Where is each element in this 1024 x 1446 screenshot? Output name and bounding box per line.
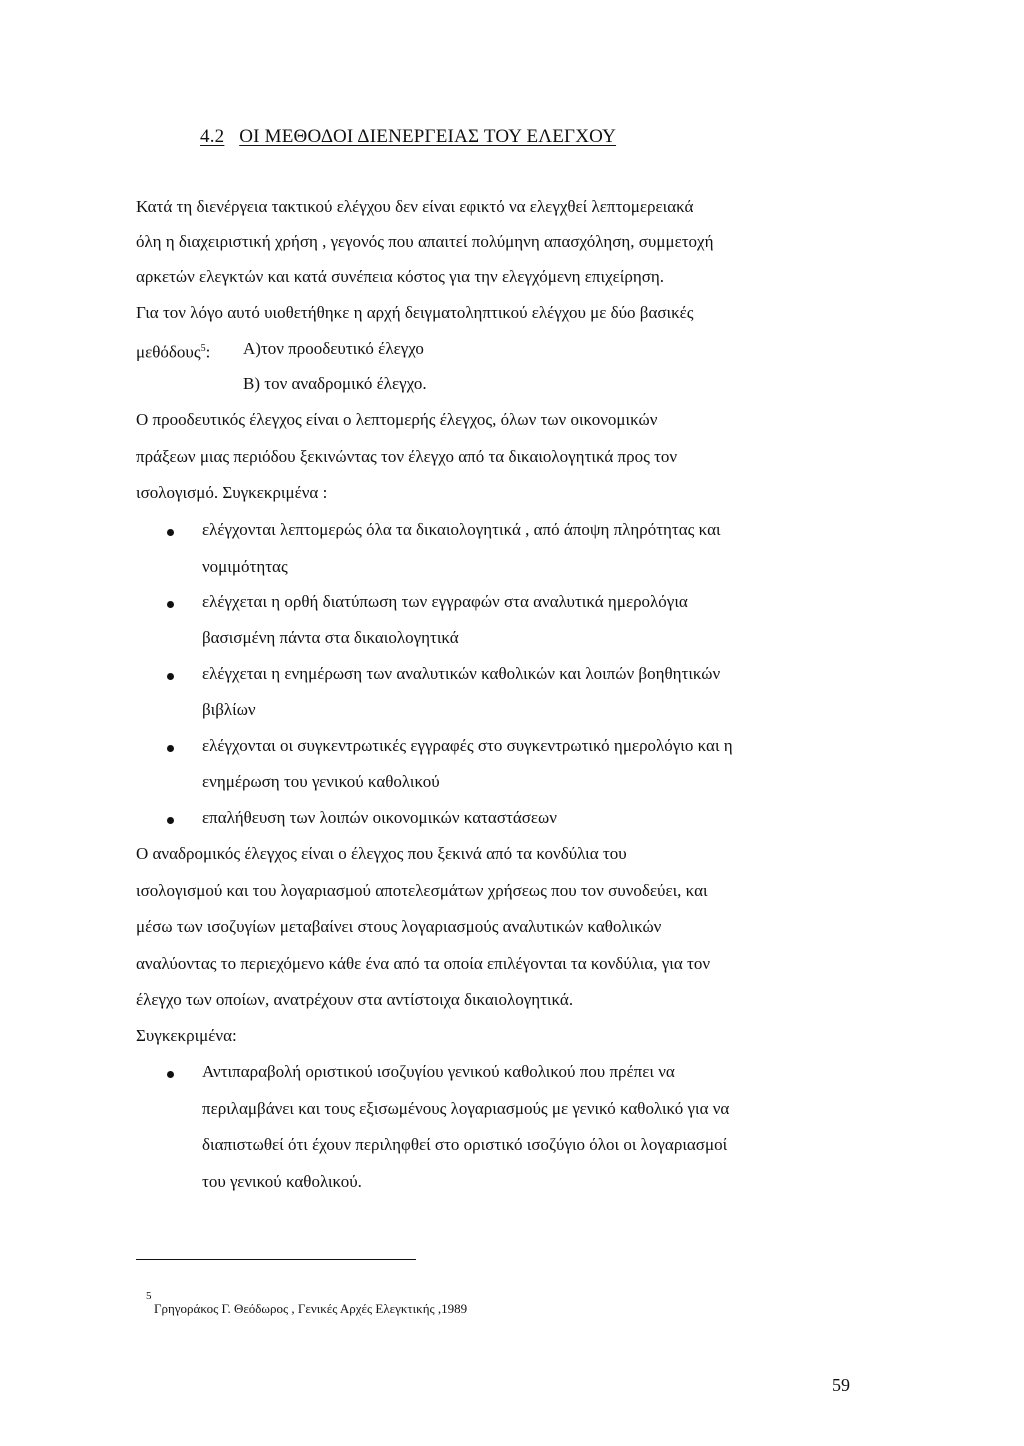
text-line: Για τον λόγο αυτό υιοθετήθηκε η αρχή δειγματοληπτικού ελέγχου με δύο βασικές [136,303,694,322]
text-line: ισολογισμό. Συγκεκριμένα : [136,483,328,502]
list-item-continuation: βασισμένη πάντα στα δικαιολογητικά [202,628,459,647]
list-item: επαλήθευση των λοιπών οικονομικών καταστάσεων [202,808,557,827]
list-item-continuation: ενημέρωση του γενικού καθολικού [202,772,440,791]
text-line: αρκετών ελεγκτών και κατά συνέπεια κόστος για την ελεγχόμενη επιχείρηση. [136,267,665,286]
list-item: ελέγχονται λεπτομερώς όλα τα δικαιολογητικά , από άποψη πληρότητας και [202,520,721,539]
list-item: Αντιπαραβολή οριστικού ισοζυγίου γενικού καθολικού που πρέπει να [202,1062,675,1081]
list-item-continuation: νομιμότητας [202,557,288,576]
section-heading [200,126,616,148]
methods-word: μεθόδους [136,342,201,362]
text-line-methods [136,338,210,364]
bullet-icon [167,745,174,752]
bullet-icon [167,529,174,536]
list-item: ελέγχεται η ορθή διατύπωση των εγγραφών στα αναλυτικά ημερολόγια [202,592,688,611]
footnote-text: Γρηγοράκος Γ. Θεόδωρος , Γενικές Αρχές Ελεγκτικής ,1989 [154,1301,468,1316]
text-line: πράξεων μιας περιόδου ξεκινώντας τον έλεγχο από τα δικαιολογητικά προς τον [136,447,678,466]
section-number: 4.2 [200,126,225,147]
list-item-continuation: διαπιστωθεί ότι έχουν περιληφθεί στο οριστικό ισοζύγιο όλοι οι λογαριασμοί [202,1135,728,1154]
section-title: ΟΙ ΜΕΘΟΔΟΙ ΔΙΕΝΕΡΓΕΙΑΣ ΤΟΥ ΕΛΕΓΧΟΥ [239,126,617,147]
text-line: μέσω των ισοζυγίων μεταβαίνει στους λογαριασμούς αναλυτικών καθολικών [136,917,662,936]
text-line: έλεγχο των οποίων, ανατρέχουν στα αντίστοιχα δικαιολογητικά. [136,990,574,1009]
list-item-continuation: του γενικού καθολικού. [202,1172,362,1191]
text-line: ισολογισμού και του λογαριασμού αποτελεσμάτων χρήσεως που τον συνοδεύει, και [136,881,708,900]
text-line: Ο προοδευτικός έλεγχος είναι ο λεπτομερής έλεγχος, όλων των οικονομικών [136,410,658,429]
footnote-separator [136,1259,416,1260]
bullet-icon [167,817,174,824]
bullet-icon [167,673,174,680]
footnote-reference: 5 [200,343,206,354]
methods-colon: : [205,342,211,362]
text-line: Συγκεκριμένα: [136,1026,237,1045]
list-item: ελέγχονται οι συγκεντρωτικές εγγραφές στο συγκεντρωτικό ημερολόγιο και η [202,736,733,755]
text-line: όλη η διαχειριστική χρήση , γεγονός που απαιτεί πολύμηνη απασχόληση, συμμετοχή [136,232,714,251]
list-item-continuation: βιβλίων [202,700,256,719]
method-a: Α)τον προοδευτικό έλεγχο [243,339,424,358]
text-line: Ο αναδρομικός έλεγχος είναι ο έλεγχος που ξεκινά από τα κονδύλια του [136,844,627,863]
footnote-mark: 5 [146,1290,152,1302]
list-item: ελέγχεται η ενημέρωση των αναλυτικών καθολικών και λοιπών βοηθητικών [202,664,721,683]
text-line: Κατά τη διενέργεια τακτικού ελέγχου δεν είναι εφικτό να ελεγχθεί λεπτομερειακά [136,197,694,216]
method-b: Β) τον αναδρομικό έλεγχο. [243,374,427,393]
list-item-continuation: περιλαμβάνει και τους εξισωμένους λογαριασμούς με γενικό καθολικό για να [202,1099,730,1118]
text-line: αναλύοντας το περιεχόμενο κάθε ένα από τα οποία επιλέγονται τα κονδύλια, για τον [136,954,711,973]
bullet-icon [167,1071,174,1078]
page-number: 59 [832,1375,850,1395]
bullet-icon [167,601,174,608]
